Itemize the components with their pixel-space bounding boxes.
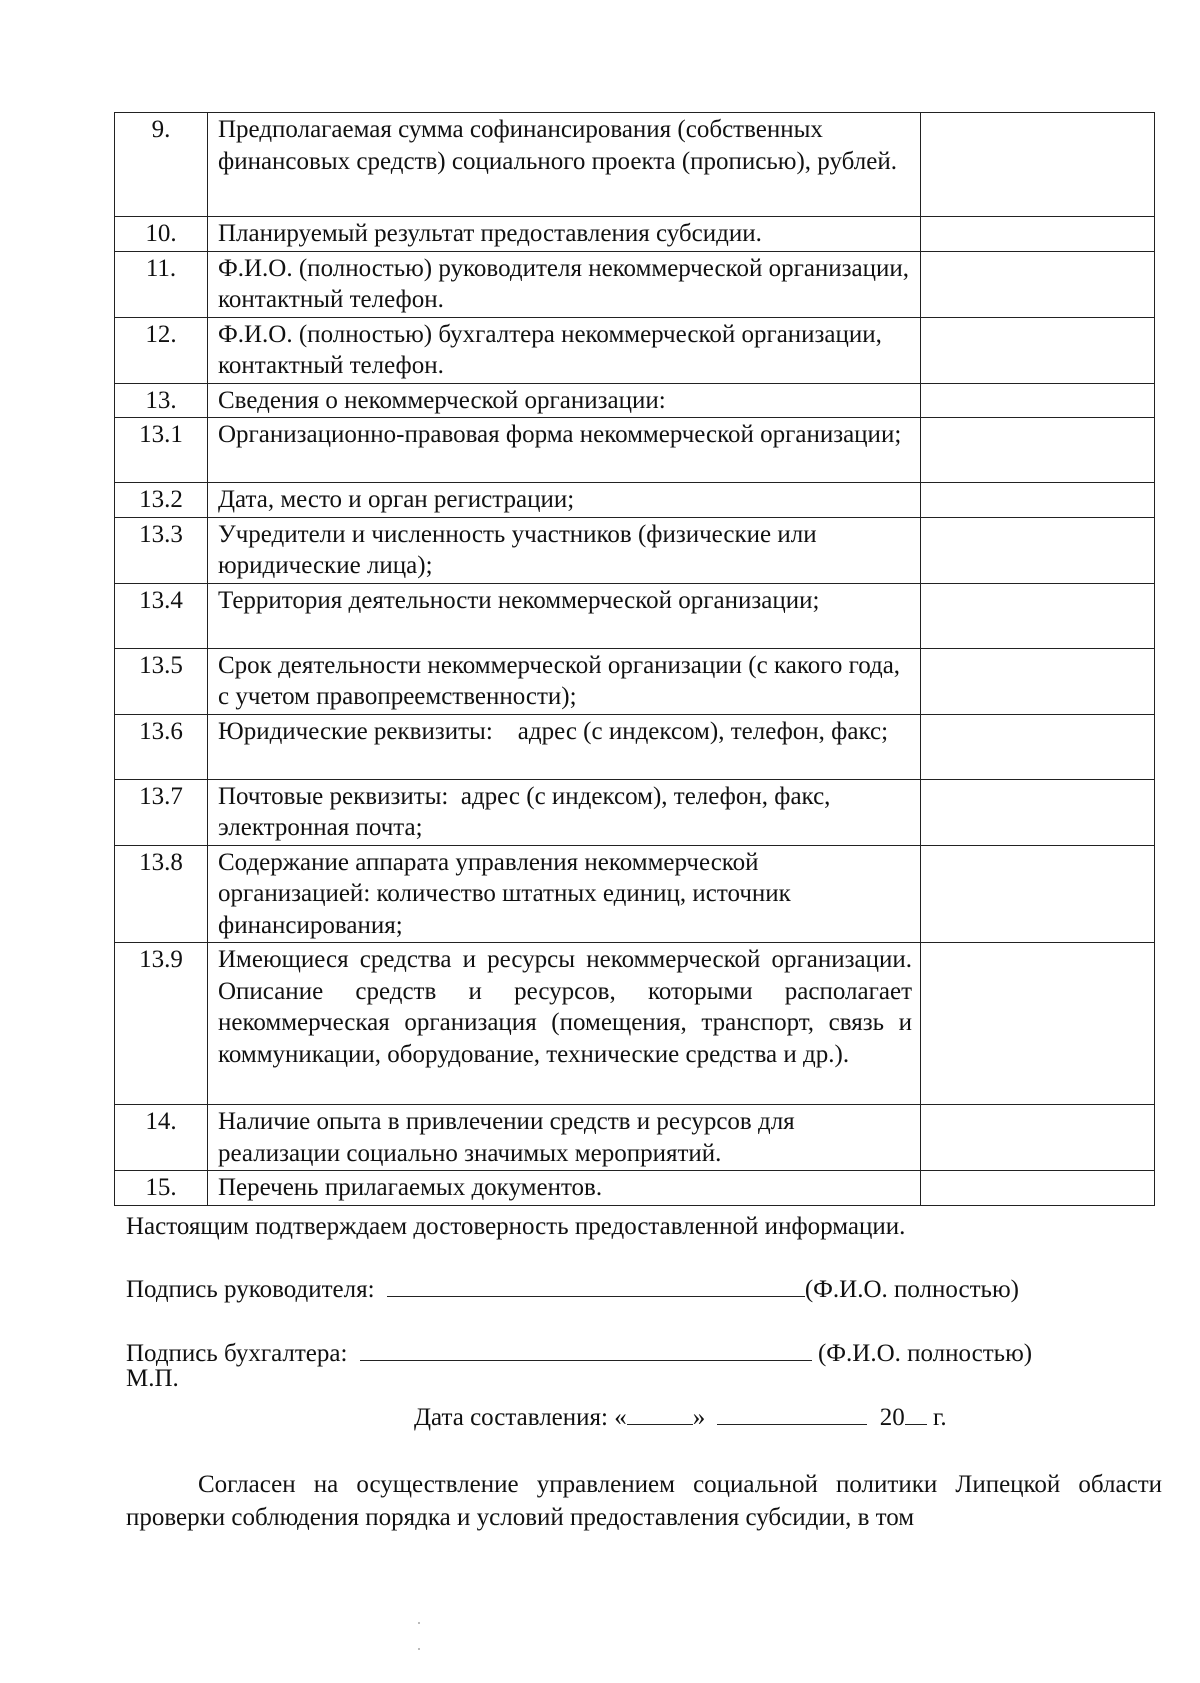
head-signature-line [126, 1272, 1019, 1305]
row-value-cell[interactable] [921, 648, 1155, 714]
row-value-cell[interactable] [921, 779, 1155, 845]
accountant-signature-line [126, 1336, 1032, 1369]
table-row [115, 648, 1155, 714]
table-row [115, 1105, 1155, 1171]
row-text: Содержание аппарата управления некоммерческой организацией: количество штатных единиц, источник финансирования; [208, 845, 921, 943]
row-number: 13. [115, 383, 208, 418]
date-month-field[interactable] [717, 1400, 867, 1425]
row-value-cell[interactable] [921, 383, 1155, 418]
row-text: Организационно-правовая форма некоммерческой организации; [208, 418, 921, 483]
date-day-field[interactable] [627, 1400, 693, 1425]
date-line [414, 1400, 947, 1433]
form-table-body [115, 113, 1155, 1206]
table-row [115, 113, 1155, 217]
date-year-prefix: 20 [879, 1404, 905, 1431]
table-row [115, 418, 1155, 483]
row-number: 12. [115, 317, 208, 383]
row-number: 13.7 [115, 779, 208, 845]
row-value-cell[interactable] [921, 418, 1155, 483]
row-value-cell[interactable] [921, 583, 1155, 648]
row-value-cell[interactable] [921, 845, 1155, 943]
accountant-signature-field[interactable] [360, 1336, 812, 1361]
row-number: 13.2 [115, 483, 208, 518]
row-value-cell[interactable] [921, 317, 1155, 383]
table-row [115, 714, 1155, 779]
row-text: Сведения о некоммерческой организации: [208, 383, 921, 418]
confirmation-text: Настоящим подтверждаем достоверность предоставленной информации. [126, 1213, 906, 1240]
table-row [115, 383, 1155, 418]
table-row [115, 317, 1155, 383]
row-text: Предполагаемая сумма софинансирования (собственных финансовых средств) социального проекта (прописью), рублей. [208, 113, 921, 217]
row-value-cell[interactable] [921, 714, 1155, 779]
date-year-suffix: г. [932, 1404, 947, 1431]
head-signature-label: Подпись руководителя: [126, 1276, 375, 1303]
table-row [115, 943, 1155, 1105]
row-text: Имеющиеся средства и ресурсы некоммерческой организации. Описание средств и ресурсов, которыми располагает некоммерческая организация (помещения, транспорт, связь и коммуникации, оборудование, технические средства и др.). [208, 943, 921, 1105]
table-row [115, 517, 1155, 583]
row-number: 13.9 [115, 943, 208, 1105]
application-form-table [114, 112, 1155, 1206]
table-row [115, 217, 1155, 252]
row-text: Юридические реквизиты: адрес (с индексом), телефон, факс; [208, 714, 921, 779]
row-number: 15. [115, 1171, 208, 1206]
row-value-cell[interactable] [921, 217, 1155, 252]
row-text: Планируемый результат предоставления субсидии. [208, 217, 921, 252]
scan-speck [418, 1622, 420, 1624]
table-row [115, 251, 1155, 317]
row-text: Дата, место и орган регистрации; [208, 483, 921, 518]
row-value-cell[interactable] [921, 1105, 1155, 1171]
row-text: Наличие опыта в привлечении средств и ресурсов для реализации социально значимых мероприятий. [208, 1105, 921, 1171]
row-number: 9. [115, 113, 208, 217]
date-label: Дата составления: « [414, 1404, 627, 1431]
row-text: Территория деятельности некоммерческой организации; [208, 583, 921, 648]
row-number: 13.1 [115, 418, 208, 483]
scan-speck [418, 1648, 420, 1650]
row-text: Срок деятельности некоммерческой организации (с какого года, с учетом правопреемственности); [208, 648, 921, 714]
row-number: 10. [115, 217, 208, 252]
table-row [115, 1171, 1155, 1206]
table-row [115, 845, 1155, 943]
row-text: Ф.И.О. (полностью) бухгалтера некоммерческой организации, контактный телефон. [208, 317, 921, 383]
accountant-signature-label: Подпись бухгалтера: [126, 1340, 348, 1367]
accountant-signature-suffix: (Ф.И.О. полностью) [817, 1340, 1033, 1367]
date-year-field[interactable] [905, 1400, 927, 1425]
row-value-cell[interactable] [921, 113, 1155, 217]
row-number: 13.6 [115, 714, 208, 779]
table-row [115, 583, 1155, 648]
row-text: Ф.И.О. (полностью) руководителя некоммерческой организации, контактный телефон. [208, 251, 921, 317]
row-text: Учредители и численность участников (физические или юридические лица); [208, 517, 921, 583]
row-number: 13.3 [115, 517, 208, 583]
row-number: 13.5 [115, 648, 208, 714]
row-number: 13.4 [115, 583, 208, 648]
row-value-cell[interactable] [921, 1171, 1155, 1206]
head-signature-suffix: (Ф.И.О. полностью) [804, 1276, 1019, 1303]
row-text: Перечень прилагаемых документов. [208, 1171, 921, 1206]
row-text: Почтовые реквизиты: адрес (с индексом), телефон, факс, электронная почта; [208, 779, 921, 845]
row-number: 13.8 [115, 845, 208, 943]
row-number: 14. [115, 1105, 208, 1171]
row-number: 11. [115, 251, 208, 317]
head-signature-field[interactable] [387, 1272, 805, 1297]
table-row [115, 779, 1155, 845]
consent-paragraph: Согласен на осуществление управлением социальной политики Липецкой области проверки соблюдения порядка и условий предоставления субсидии, в том [126, 1471, 1162, 1531]
stamp-label: М.П. [126, 1365, 179, 1392]
row-value-cell[interactable] [921, 517, 1155, 583]
row-value-cell[interactable] [921, 251, 1155, 317]
date-quote-close: » [692, 1404, 706, 1431]
row-value-cell[interactable] [921, 483, 1155, 518]
row-value-cell[interactable] [921, 943, 1155, 1105]
table-row [115, 483, 1155, 518]
